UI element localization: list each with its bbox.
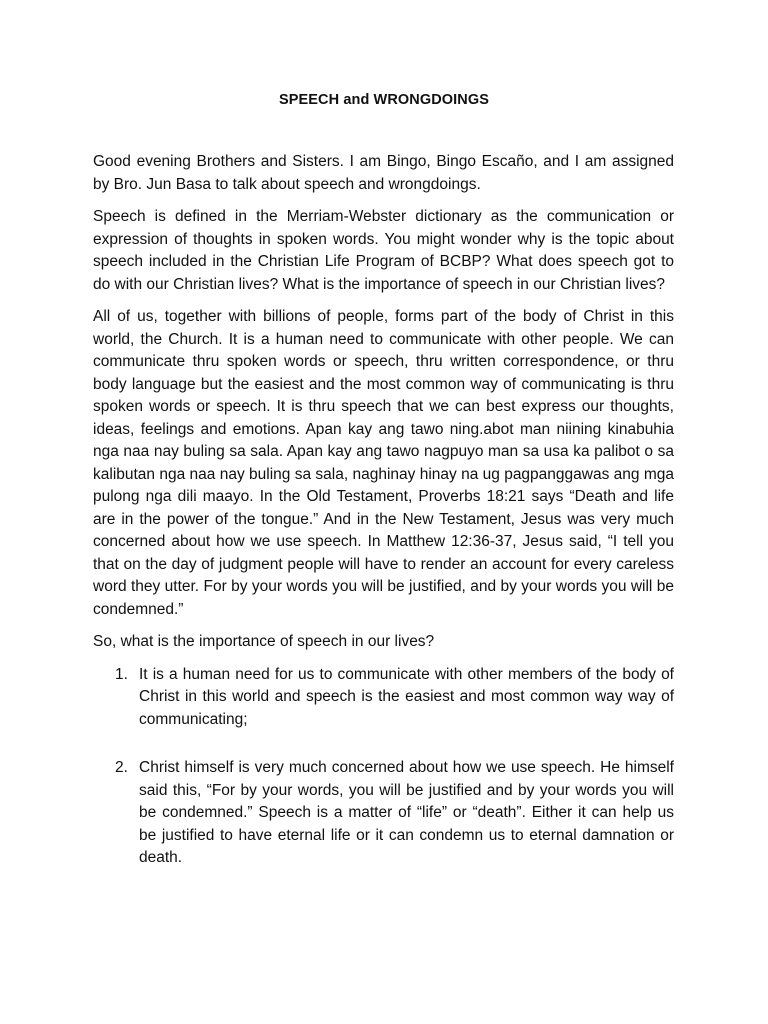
list-item-number: 1.	[115, 665, 128, 683]
document-title: SPEECH and WRONGDOINGS	[278, 92, 490, 108]
importance-list	[93, 664, 674, 870]
list-item	[93, 757, 674, 870]
list-item	[93, 664, 674, 732]
paragraph-question: So, what is the importance of speech in our lives?	[93, 633, 435, 650]
paragraph-definition: Speech is defined in the Merriam-Webster dictionary as the communication or expression of thoughts in spoken words. You might wonder why is the topic about speech included in the Christian Life Program of BCBP? What does speech got to do with our Christian lives? What is the importance of speech in our Christian lives?	[93, 208, 674, 293]
list-item-text: Christ himself is very much concerned about how we use speech. He himself said this, “For by your words, you will be justified and by your words you will be condemned.” Speech is a matter of “life” or “death”. Either it can help us be justified to have eternal life or it can condemn us to eternal damnation or death.	[139, 759, 674, 866]
list-item-text: It is a human need for us to communicate with other members of the body of Christ in this world and speech is the easiest and most common way way of communicating;	[139, 665, 674, 728]
list-item-number: 2.	[115, 759, 128, 776]
document-body	[93, 151, 674, 870]
paragraph-greeting: Good evening Brothers and Sisters. I am Bingo, Bingo Escaño, and I am assigned by Bro. Jun Basa to talk about speech and wrongdoings.	[93, 153, 674, 193]
paragraph-body-of-christ: All of us, together with billions of people, forms part of the body of Christ in this world, the Church. It is a human need to communicate with other people. We can communicate thru spoken words or speech, thru written correspondence, or thru body language but the easiest and the most common way of communicating is thru spoken words or speech. It is thru speech that we can best express our thoughts, ideas, feelings and emotions. Apan kay ang tawo ning.abot man niining kinabuhia nga naa nay buling sa sala. Apan kay ang tawo nagpuyo man sa usa ka palibot o sa kalibutan nga naa nay buling sa sala, naghinay hinay na ug pagpanggawas ang mga pulong nga dili maayo. In the Old Testament, Proverbs 18:21 says “Death and life are in the power of the tongue.” And in the New Testament, Jesus was very much concerned about how we use speech. In Matthew 12:36-37, Jesus said, “I tell you that on the day of judgment people will have to render an account for every careless word they utter. For by your words you will be justified, and by your words you will be condemned.”	[93, 308, 674, 618]
